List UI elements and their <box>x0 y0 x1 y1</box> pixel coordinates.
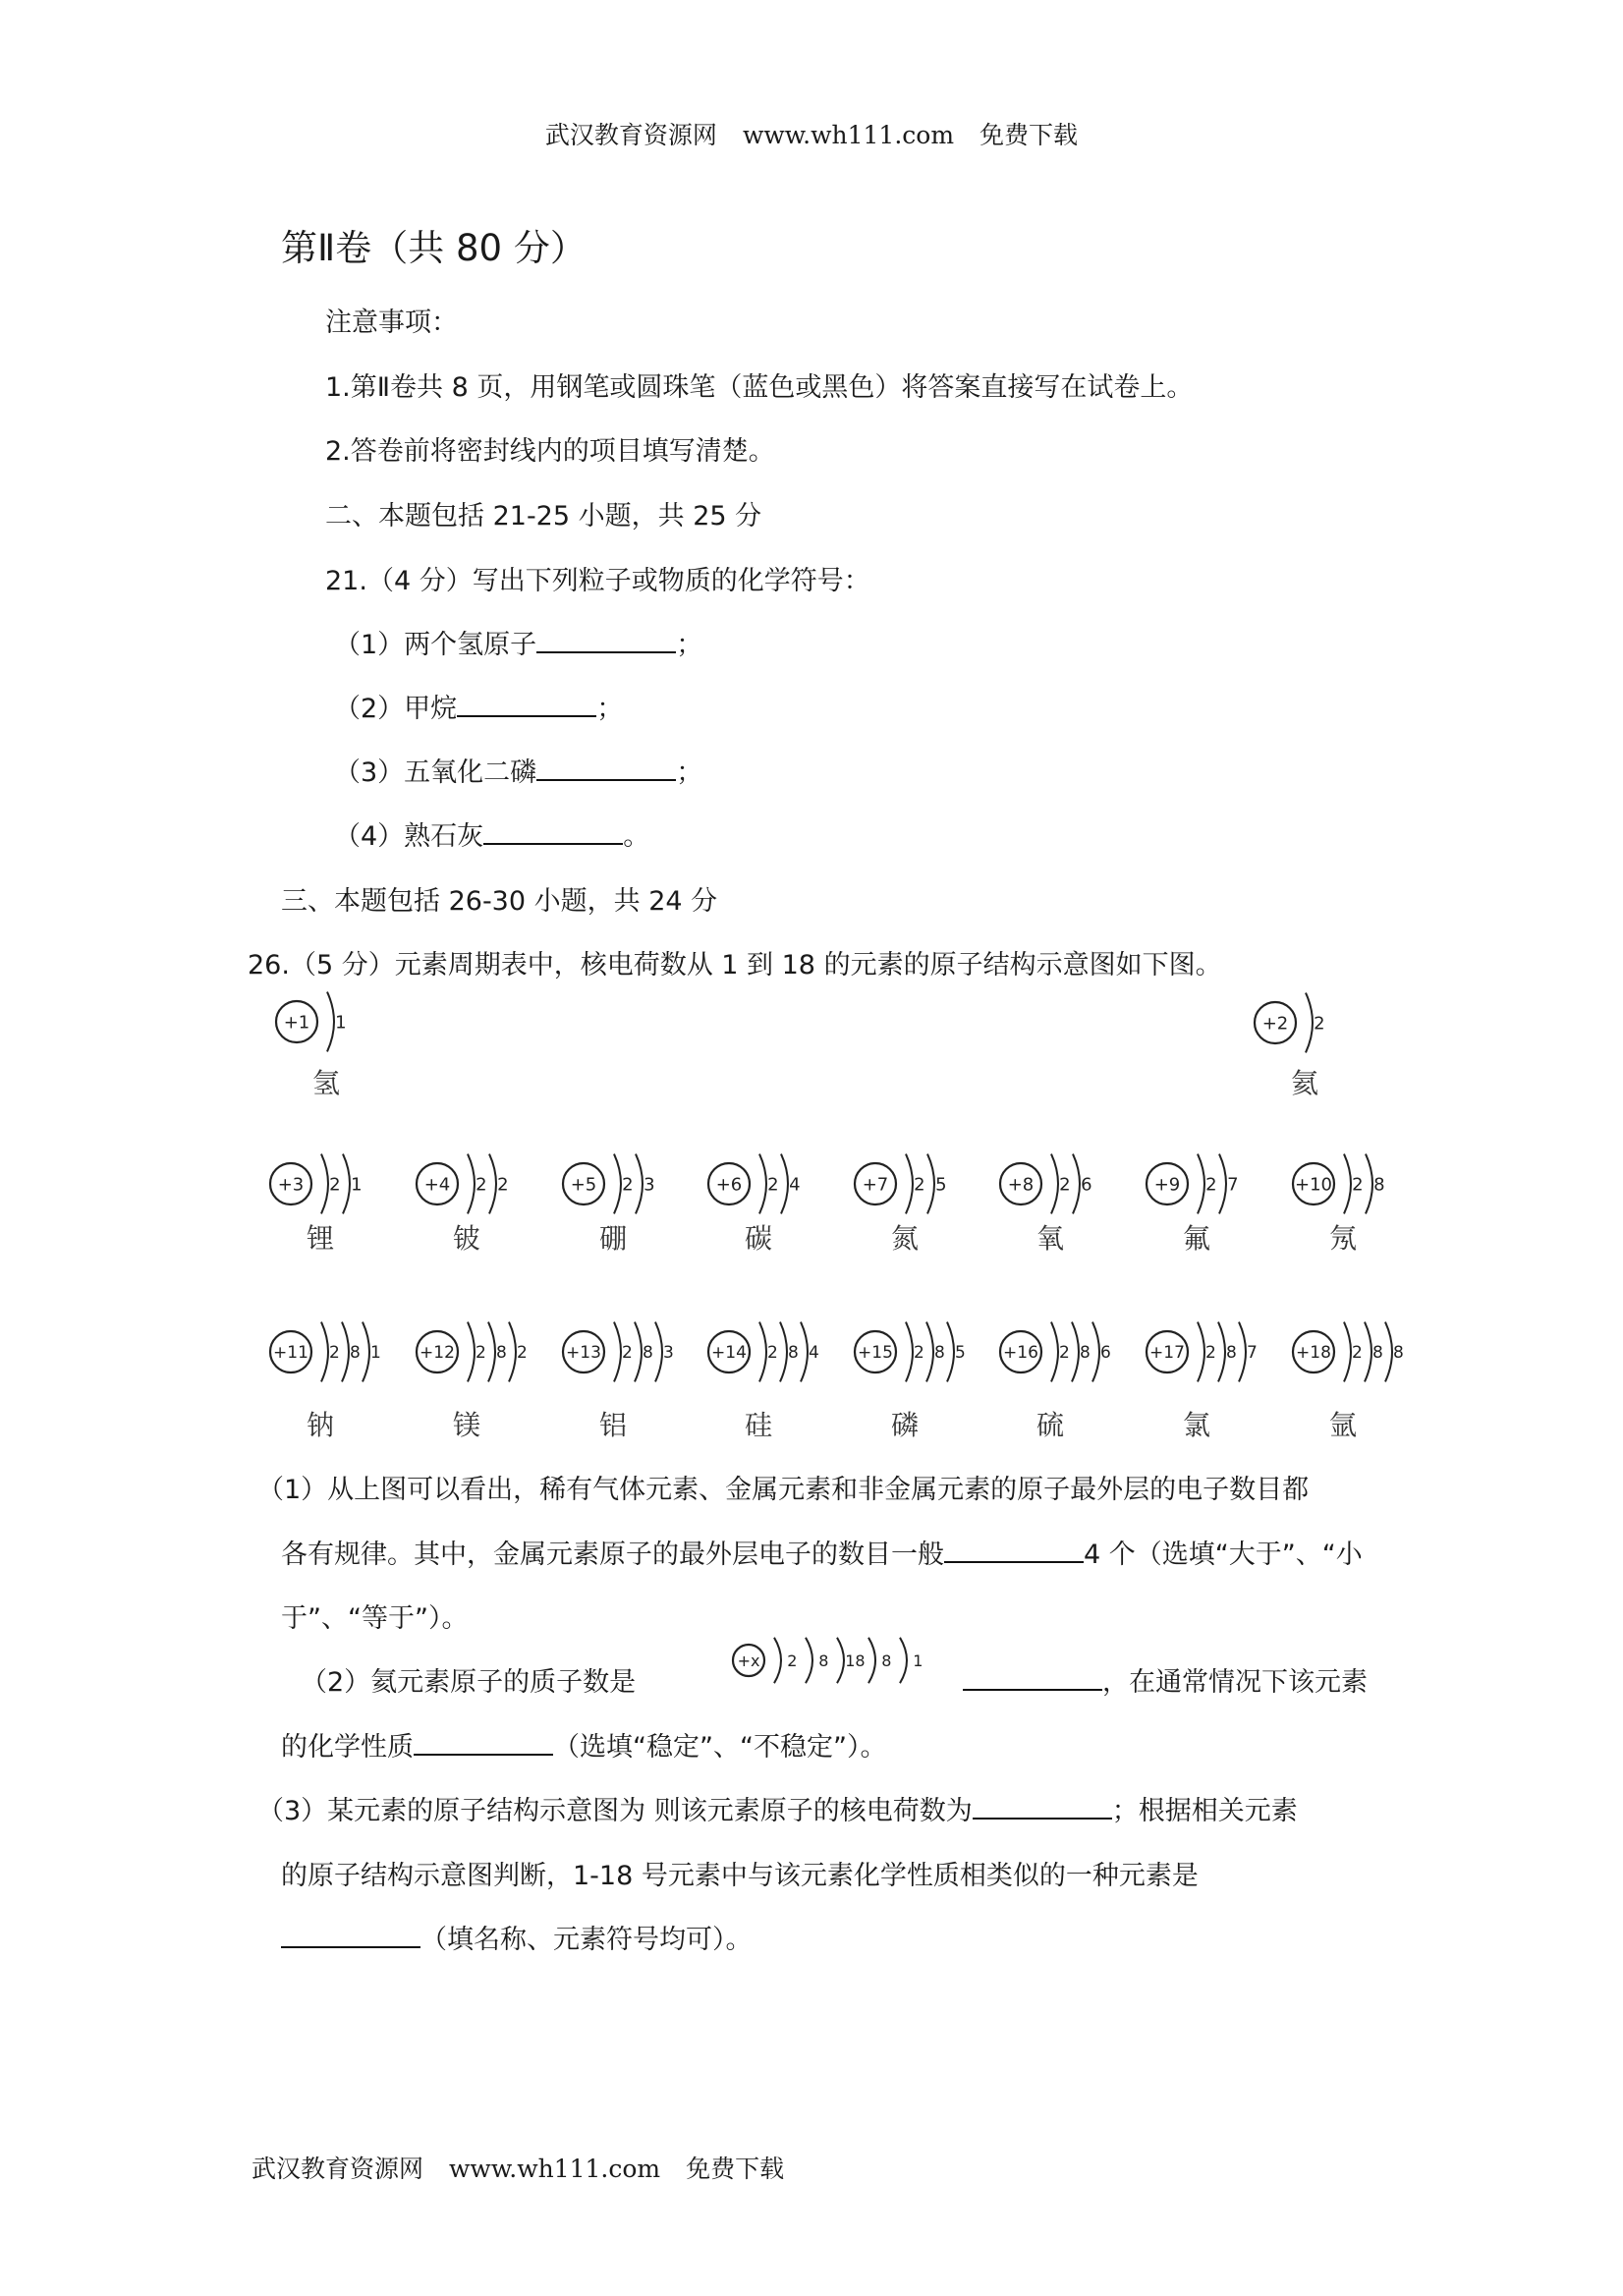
section3-heading: 三、本题包括 26-30 小题，共 24 分 <box>281 886 718 917</box>
electron-shell-arc <box>906 1154 913 1214</box>
nucleus-charge: +10 <box>1295 1174 1332 1196</box>
electron-shell-arc <box>1198 1154 1204 1214</box>
shell-electron-count: 2 <box>787 1651 798 1670</box>
shell-electron-count: 2 <box>622 1174 634 1196</box>
shell-electron-count: 2 <box>476 1343 486 1364</box>
nucleus-charge: +12 <box>420 1343 455 1364</box>
electron-shell-arc <box>926 1322 933 1382</box>
atom-p8 <box>1000 1154 1092 1255</box>
shell-electron-count: 8 <box>1373 1174 1385 1196</box>
q21-item-3: （3）五氧化二磷 ； <box>334 751 702 789</box>
electron-shell-arc <box>614 1154 621 1214</box>
electron-shell-arc <box>635 1322 642 1382</box>
element-name: 碳 <box>744 1222 773 1255</box>
shell-electron-count: 6 <box>1100 1343 1111 1364</box>
electron-shell-arc <box>1344 1322 1351 1382</box>
nucleus-charge: +3 <box>277 1174 305 1196</box>
electron-shell-arc <box>1366 1154 1372 1214</box>
electron-shell-arc <box>1072 1322 1079 1382</box>
shell-electron-count: 4 <box>789 1174 801 1196</box>
nucleus-charge: +7 <box>862 1174 889 1196</box>
shell-electron-count: 3 <box>663 1343 674 1364</box>
shell-electron-count: 5 <box>955 1343 966 1364</box>
q21-item-2: （2）甲烷 ； <box>334 687 623 725</box>
electron-shell-arc <box>321 1322 328 1382</box>
shell-electron-count: 2 <box>1059 1343 1070 1364</box>
atom-p15 <box>855 1322 966 1441</box>
electron-shell-arc <box>1218 1322 1225 1382</box>
sub1-line1: （1）从上图可以看出，稀有气体元素、金属元素和非金属元素的原子最外层的电子数目都 <box>257 1475 1310 1505</box>
shell-electron-count: 1 <box>370 1343 381 1364</box>
shell-electron-count: 6 <box>1081 1174 1092 1196</box>
electron-shell-arc <box>1344 1154 1351 1214</box>
nucleus-charge: +4 <box>423 1174 451 1196</box>
shell-electron-count: 2 <box>914 1343 924 1364</box>
nucleus-charge: +2 <box>1261 1013 1289 1035</box>
shell-electron-count: 7 <box>1227 1174 1239 1196</box>
element-name: 硼 <box>598 1222 628 1255</box>
question-26: 26.（5 分）元素周期表中，核电荷数从 1 到 18 的元素的原子结构示意图如下图。 <box>248 950 1222 980</box>
shell-electron-count: 1 <box>335 1012 347 1034</box>
shell-electron-count: 2 <box>767 1174 779 1196</box>
page-footer <box>252 2150 784 2185</box>
shell-electron-count: 2 <box>329 1174 341 1196</box>
atom-p6 <box>708 1154 801 1255</box>
element-name: 氟 <box>1182 1222 1211 1255</box>
answer-blank[interactable] <box>944 1534 1084 1563</box>
answer-blank[interactable] <box>973 1790 1112 1820</box>
answer-blank[interactable] <box>963 1661 1102 1691</box>
shell-electron-count: 2 <box>329 1343 340 1364</box>
answer-blank[interactable] <box>281 1919 420 1948</box>
electron-shell-arc <box>947 1322 954 1382</box>
footer-tag: 免费下载 <box>686 2155 785 2183</box>
atom-p2 <box>1255 993 1325 1099</box>
electron-shell-arc <box>906 1322 913 1382</box>
atom-p18 <box>1293 1322 1404 1441</box>
shell-electron-count: 5 <box>935 1174 947 1196</box>
nucleus-charge: +16 <box>1003 1343 1038 1364</box>
shell-electron-count: 7 <box>1247 1343 1258 1364</box>
shell-electron-count: 2 <box>1205 1174 1217 1196</box>
footer-url: www.wh111.com <box>449 2155 661 2183</box>
electron-shell-arc <box>781 1154 788 1214</box>
electron-shell-arc <box>774 1638 781 1683</box>
nucleus-charge: +6 <box>715 1174 743 1196</box>
shell-electron-count: 18 <box>845 1651 866 1670</box>
inline-atom-diagram <box>727 1631 953 1690</box>
question-21: 21.（4 分）写出下列粒子或物质的化学符号： <box>325 566 870 596</box>
electron-shell-arc <box>837 1638 844 1683</box>
shell-electron-count: 8 <box>1226 1343 1237 1364</box>
shell-electron-count: 8 <box>350 1343 361 1364</box>
nucleus-charge: +18 <box>1296 1343 1331 1364</box>
shell-electron-count: 8 <box>788 1343 799 1364</box>
shell-electron-count: 4 <box>809 1343 819 1364</box>
electron-shell-arc <box>489 1154 496 1214</box>
element-name: 氢 <box>311 1067 341 1099</box>
electron-shell-arc <box>468 1322 475 1382</box>
electron-shell-arc <box>759 1322 766 1382</box>
electron-shell-arc <box>1051 1154 1058 1214</box>
paper-title: 第Ⅱ卷（共 80 分） <box>281 227 587 269</box>
shell-electron-count: 3 <box>644 1174 655 1196</box>
shell-electron-count: 2 <box>1205 1343 1216 1364</box>
shell-electron-count: 2 <box>1352 1343 1363 1364</box>
element-name: 钠 <box>306 1409 335 1441</box>
shell-electron-count: 8 <box>1080 1343 1091 1364</box>
electron-shell-arc <box>900 1638 907 1683</box>
notes-item-1: 1.第Ⅱ卷共 8 页，用钢笔或圆珠笔（蓝色或黑色）将答案直接写在试卷上。 <box>325 372 1194 403</box>
shell-electron-count: 8 <box>643 1343 653 1364</box>
atom-p10 <box>1293 1154 1385 1255</box>
element-name: 硫 <box>1035 1409 1065 1441</box>
notes-item-2: 2.答卷前将密封线内的项目填写清楚。 <box>325 436 775 467</box>
electron-shell-arc <box>1239 1322 1246 1382</box>
shell-electron-count: 8 <box>1372 1343 1383 1364</box>
sub1-line2: 各有规律。其中，金属元素原子的最外层电子的数目一般 4 个（选填“大于”、“小 <box>281 1533 1363 1571</box>
electron-shell-arc <box>636 1154 643 1214</box>
electron-shell-arc <box>363 1322 369 1382</box>
sub2-prefix: （2）氦元素原子的质子数是 <box>301 1667 637 1698</box>
shell-electron-count: 8 <box>496 1343 507 1364</box>
element-name: 铝 <box>598 1409 628 1441</box>
element-name: 氦 <box>1290 1067 1319 1099</box>
atom-p7 <box>855 1154 947 1255</box>
sub3-line2: 的原子结构示意图判断，1-18 号元素中与该元素化学性质相类似的一种元素是 <box>281 1861 1199 1891</box>
sub3-line3: （填名称、元素符号均可）。 <box>281 1918 753 1956</box>
shell-electron-count: 2 <box>517 1343 528 1364</box>
atom-px <box>733 1638 923 1683</box>
atom-p4 <box>417 1154 509 1255</box>
q21-item-1: （1）两个氢原子 ； <box>334 623 702 661</box>
shell-electron-count: 1 <box>351 1174 363 1196</box>
electron-shell-arc <box>655 1322 662 1382</box>
electron-shell-arc <box>1073 1154 1080 1214</box>
element-name: 锂 <box>306 1222 335 1255</box>
nucleus-charge: +x <box>737 1651 760 1670</box>
electron-shell-arc <box>868 1638 875 1683</box>
atom-p12 <box>417 1322 528 1441</box>
nucleus-charge: +5 <box>570 1174 597 1196</box>
element-name: 镁 <box>452 1409 481 1441</box>
electron-shell-arc <box>1219 1154 1226 1214</box>
notes-heading: 注意事项： <box>325 308 458 338</box>
header-url: www.wh111.com <box>742 121 955 149</box>
nucleus-charge: +15 <box>858 1343 893 1364</box>
shell-electron-count: 2 <box>497 1174 509 1196</box>
nucleus-charge: +11 <box>273 1343 308 1364</box>
sub1-line3: 于”、“等于”）。 <box>281 1603 469 1634</box>
shell-electron-count: 1 <box>913 1651 923 1670</box>
nucleus-charge: +14 <box>711 1343 747 1364</box>
nucleus-charge: +1 <box>283 1012 310 1034</box>
electron-shell-arc <box>327 992 334 1052</box>
section2-heading: 二、本题包括 21-25 小题，共 25 分 <box>325 501 762 532</box>
atom-p9 <box>1147 1154 1239 1255</box>
atom-p5 <box>563 1154 655 1255</box>
element-name: 铍 <box>452 1222 481 1255</box>
electron-shell-arc <box>1198 1322 1204 1382</box>
footer-site: 武汉教育资源网 <box>252 2155 424 2183</box>
electron-shell-arc <box>509 1322 516 1382</box>
q21-item-4: （4）熟石灰 。 <box>334 814 649 853</box>
header-site: 武汉教育资源网 <box>544 121 717 149</box>
electron-shell-arc <box>1051 1322 1058 1382</box>
electron-shell-arc <box>801 1322 808 1382</box>
shell-electron-count: 8 <box>1393 1343 1404 1364</box>
atom-p1 <box>276 992 347 1099</box>
atom-p14 <box>708 1322 819 1441</box>
element-name: 磷 <box>890 1409 920 1441</box>
electron-shell-arc <box>488 1322 495 1382</box>
electron-shell-arc <box>468 1154 475 1214</box>
electron-shell-arc <box>1385 1322 1392 1382</box>
sub2-suffix-line: ，在通常情况下该元素 <box>963 1660 1368 1699</box>
shell-electron-count: 2 <box>1352 1174 1364 1196</box>
shell-electron-count: 2 <box>476 1174 487 1196</box>
atom-p3 <box>270 1154 363 1255</box>
electron-shell-arc <box>927 1154 934 1214</box>
element-name: 氮 <box>890 1222 920 1255</box>
shell-electron-count: 8 <box>934 1343 945 1364</box>
answer-blank[interactable] <box>414 1726 553 1756</box>
element-name: 硅 <box>744 1409 773 1441</box>
nucleus-charge: +8 <box>1007 1174 1035 1196</box>
atom-p13 <box>563 1322 674 1441</box>
electron-shell-arc <box>1365 1322 1371 1382</box>
nucleus-charge: +13 <box>566 1343 601 1364</box>
electron-shell-arc <box>321 1154 328 1214</box>
header-tag: 免费下载 <box>979 121 1079 149</box>
element-name: 氧 <box>1035 1222 1065 1255</box>
electron-shell-arc <box>1092 1322 1099 1382</box>
electron-shell-arc <box>343 1154 350 1214</box>
shell-electron-count: 8 <box>881 1651 892 1670</box>
atom-p16 <box>1000 1322 1111 1441</box>
shell-electron-count: 2 <box>1314 1013 1325 1035</box>
electron-shell-arc <box>1306 993 1313 1053</box>
shell-electron-count: 8 <box>818 1651 829 1670</box>
shell-electron-count: 2 <box>1059 1174 1071 1196</box>
atom-p11 <box>270 1322 381 1441</box>
electron-shell-arc <box>759 1154 766 1214</box>
element-name: 氯 <box>1182 1409 1211 1441</box>
electron-shell-arc <box>614 1322 621 1382</box>
shell-electron-count: 2 <box>914 1174 925 1196</box>
sub3-line1: （3）某元素的原子结构示意图为 则该元素原子的核电荷数为 ；根据相关元素 <box>257 1789 1298 1827</box>
electron-shell-arc <box>342 1322 349 1382</box>
nucleus-charge: +17 <box>1149 1343 1185 1364</box>
shell-electron-count: 2 <box>767 1343 778 1364</box>
sub2-line2: 的化学性质 （选填“稳定”、“不稳定”）。 <box>281 1725 886 1764</box>
element-name: 氩 <box>1328 1409 1358 1441</box>
element-name: 氖 <box>1328 1222 1358 1255</box>
electron-shell-arc <box>780 1322 787 1382</box>
atom-p17 <box>1147 1322 1258 1441</box>
shell-electron-count: 2 <box>622 1343 633 1364</box>
electron-shell-arc <box>806 1638 812 1683</box>
nucleus-charge: +9 <box>1153 1174 1181 1196</box>
